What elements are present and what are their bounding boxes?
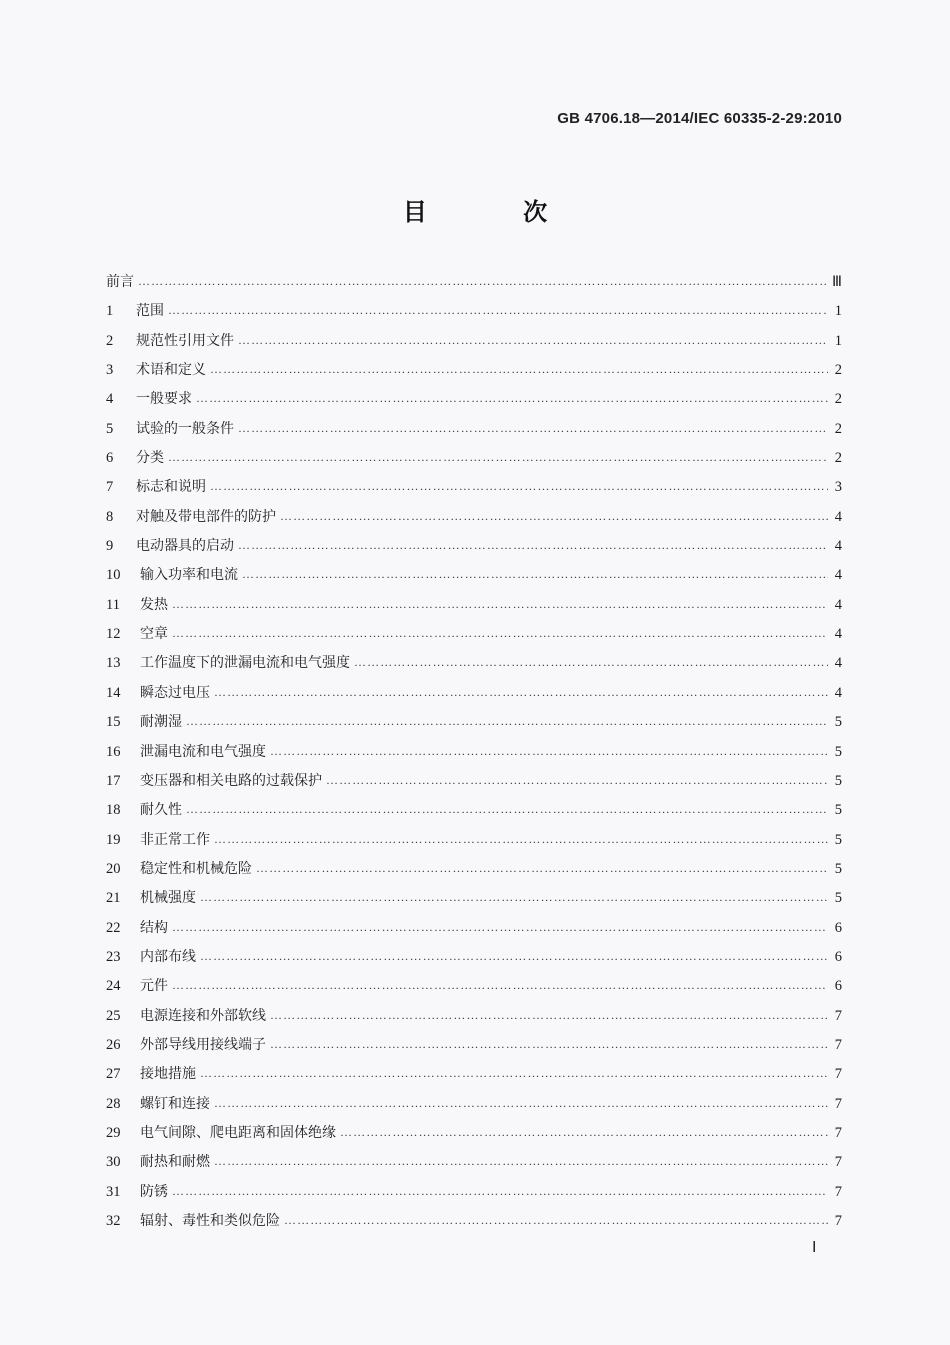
- toc-entry-label: 耐热和耐燃: [140, 1154, 210, 1171]
- toc-entry-number: 24: [106, 978, 121, 995]
- toc-entry-number: 19: [106, 831, 121, 848]
- toc-entry-number: 25: [106, 1007, 121, 1024]
- toc-dot-leader: [210, 355, 828, 384]
- toc-entry: [106, 943, 842, 972]
- toc-entry: [106, 649, 842, 678]
- toc-entry-number: 21: [106, 890, 121, 907]
- toc-entry-page: 7: [834, 1095, 842, 1112]
- toc-entry-page: 7: [834, 1154, 842, 1171]
- toc-dot-leader: [214, 1089, 828, 1118]
- toc-entry: [106, 767, 842, 796]
- toc-dot-leader: [172, 913, 828, 942]
- toc-entry-page: 2: [834, 450, 842, 467]
- toc-dot-leader: [210, 472, 828, 501]
- toc-entry-page: 7: [834, 1183, 842, 1200]
- toc-entry-page: 6: [834, 919, 842, 936]
- toc-entry-number: 27: [106, 1066, 121, 1083]
- toc-dot-leader: [168, 443, 828, 472]
- toc-entry: [106, 591, 842, 620]
- toc-entry-page: 4: [834, 684, 842, 701]
- toc-entry-label: 外部导线用接线端子: [140, 1036, 266, 1053]
- toc-dot-leader: [256, 854, 828, 883]
- toc-entry: [106, 561, 842, 590]
- toc-dot-leader: [270, 737, 828, 766]
- toc-entry-page: Ⅲ: [832, 274, 842, 290]
- toc-entry-label: 电动器具的启动: [136, 538, 234, 555]
- toc-dot-leader: [340, 1118, 828, 1147]
- page-title: 目 次: [402, 198, 592, 226]
- toc-entry-page: 4: [834, 538, 842, 555]
- toc-entry: [106, 826, 842, 855]
- toc-entry-page: 5: [834, 802, 842, 819]
- toc-dot-leader: [214, 825, 828, 854]
- toc-entry-label: 前言: [106, 274, 134, 290]
- toc-entry: [106, 1207, 842, 1236]
- toc-entry: [106, 444, 842, 473]
- toc-dot-leader: [214, 678, 828, 707]
- toc-entry-number: 12: [106, 626, 121, 643]
- table-of-contents: [106, 268, 842, 1236]
- toc-entry-page: 7: [834, 1066, 842, 1083]
- toc-entry-page: 4: [834, 655, 842, 672]
- toc-entry-label: 元件: [140, 978, 168, 995]
- toc-entry-page: 4: [834, 567, 842, 584]
- toc-dot-leader: [270, 1001, 828, 1030]
- toc-entry-label: 螺钉和连接: [140, 1095, 210, 1112]
- toc-entry-page: 4: [834, 596, 842, 613]
- toc-entry-number: 10: [106, 567, 121, 584]
- toc-entry: [106, 1119, 842, 1148]
- toc-entry-number: 22: [106, 919, 121, 936]
- toc-entry-number: 14: [106, 684, 121, 701]
- toc-entry: [106, 796, 842, 825]
- toc-dot-leader: [172, 590, 828, 619]
- toc-entry-label: 规范性引用文件: [136, 332, 234, 349]
- toc-entry-label: 内部布线: [140, 948, 196, 965]
- toc-dot-leader: [238, 531, 828, 560]
- toc-entry-number: 28: [106, 1095, 121, 1112]
- toc-entry-page: 2: [834, 391, 842, 408]
- toc-entry-label: 试验的一般条件: [136, 420, 234, 437]
- toc-entry-page: 4: [834, 508, 842, 525]
- toc-entry: [106, 385, 842, 414]
- toc-dot-leader: [242, 560, 828, 589]
- toc-dot-leader: [200, 1059, 828, 1088]
- toc-entry: [106, 327, 842, 356]
- toc-entry: [106, 1060, 842, 1089]
- toc-entry: [106, 1090, 842, 1119]
- toc-entry: [106, 503, 842, 532]
- toc-entry-label: 辐射、毒性和类似危险: [140, 1213, 280, 1229]
- toc-entry-label: 电气间隙、爬电距离和固体绝缘: [140, 1124, 336, 1141]
- toc-entry-number: 23: [106, 948, 121, 965]
- toc-entry-page: 5: [834, 714, 842, 731]
- toc-entry-label: 一般要求: [136, 391, 192, 408]
- toc-entry-number: 18: [106, 802, 121, 819]
- toc-entry: [106, 884, 842, 913]
- toc-entry-page: 6: [834, 978, 842, 995]
- toc-entry-label: 变压器和相关电路的过载保护: [140, 772, 322, 789]
- toc-dot-leader: [138, 267, 828, 296]
- toc-entry-number: 7: [106, 479, 114, 496]
- toc-entry-page: 5: [834, 772, 842, 789]
- standard-code: GB 4706.18—2014/IEC 60335-2-29:2010: [557, 110, 842, 127]
- toc-entry-number: 2: [106, 332, 114, 349]
- toc-entry-number: 17: [106, 772, 121, 789]
- toc-entry-number: 4: [106, 391, 114, 408]
- toc-entry-number: 11: [106, 596, 120, 613]
- toc-entry-number: 1: [106, 303, 114, 320]
- toc-dot-leader: [186, 707, 828, 736]
- toc-entry: [106, 972, 842, 1001]
- toc-entry-label: 耐久性: [140, 802, 182, 819]
- toc-entry-page: 5: [834, 743, 842, 760]
- toc-entry-label: 泄漏电流和电气强度: [140, 743, 266, 760]
- toc-entry-label: 分类: [136, 450, 164, 467]
- toc-entry: [106, 708, 842, 737]
- toc-entry-number: 26: [106, 1036, 121, 1053]
- toc-entry-number: 31: [106, 1183, 121, 1200]
- toc-dot-leader: [238, 414, 828, 443]
- toc-dot-leader: [168, 296, 828, 325]
- toc-dot-leader: [172, 619, 828, 648]
- toc-entry-page: 5: [834, 831, 842, 848]
- toc-entry-number: 29: [106, 1124, 121, 1141]
- toc-entry-page: 5: [834, 890, 842, 907]
- toc-entry: [106, 1148, 842, 1177]
- toc-entry-number: 32: [106, 1213, 121, 1229]
- toc-dot-leader: [172, 1177, 828, 1206]
- toc-entry-page: 1: [834, 303, 842, 320]
- toc-entry-label: 工作温度下的泄漏电流和电气强度: [140, 655, 350, 672]
- toc-entry: [106, 1031, 842, 1060]
- toc-entry-page: 7: [834, 1036, 842, 1053]
- toc-entry: [106, 679, 842, 708]
- toc-dot-leader: [196, 384, 828, 413]
- toc-entry-label: 电源连接和外部软线: [140, 1007, 266, 1024]
- toc-dot-leader: [238, 326, 828, 355]
- toc-entry-label: 标志和说明: [136, 479, 206, 496]
- toc-entry-label: 机械强度: [140, 890, 196, 907]
- toc-dot-leader: [200, 883, 828, 912]
- toc-entry: [106, 1002, 842, 1031]
- toc-entry: [106, 1178, 842, 1207]
- toc-entry-label: 结构: [140, 919, 168, 936]
- toc-entry-page: 2: [834, 420, 842, 437]
- toc-dot-leader: [270, 1030, 828, 1059]
- toc-entry: [106, 473, 842, 502]
- toc-entry: [106, 268, 842, 297]
- toc-entry-number: 13: [106, 655, 121, 672]
- toc-entry-label: 对触及带电部件的防护: [136, 508, 276, 525]
- toc-entry-label: 术语和定义: [136, 362, 206, 379]
- toc-entry: [106, 855, 842, 884]
- toc-entry: [106, 297, 842, 326]
- toc-entry-number: 9: [106, 538, 114, 555]
- toc-entry-label: 空章: [140, 626, 168, 643]
- toc-entry: [106, 620, 842, 649]
- toc-dot-leader: [172, 971, 828, 1000]
- toc-dot-leader: [326, 766, 828, 795]
- toc-entry-page: 7: [834, 1007, 842, 1024]
- toc-entry-number: 8: [106, 508, 114, 525]
- toc-entry-number: 30: [106, 1154, 121, 1171]
- toc-entry-label: 接地措施: [140, 1066, 196, 1083]
- toc-entry-page: 4: [834, 626, 842, 643]
- toc-entry-number: 6: [106, 450, 114, 467]
- toc-entry: [106, 415, 842, 444]
- toc-entry-number: 5: [106, 420, 114, 437]
- toc-entry: [106, 532, 842, 561]
- toc-dot-leader: [354, 648, 828, 677]
- toc-entry-page: 6: [834, 948, 842, 965]
- toc-dot-leader: [186, 795, 828, 824]
- toc-entry-page: 1: [834, 332, 842, 349]
- toc-entry-number: 15: [106, 714, 121, 731]
- toc-entry-number: 16: [106, 743, 121, 760]
- toc-entry-label: 范围: [136, 303, 164, 320]
- toc-entry-number: 3: [106, 362, 114, 379]
- toc-entry-number: 20: [106, 860, 121, 877]
- toc-entry: [106, 356, 842, 385]
- page-number: Ⅰ: [812, 1240, 817, 1256]
- toc-entry: [106, 738, 842, 767]
- toc-entry-label: 稳定性和机械危险: [140, 860, 252, 877]
- toc-entry-page: 7: [834, 1213, 842, 1229]
- toc-dot-leader: [214, 1147, 828, 1176]
- toc-entry-label: 瞬态过电压: [140, 684, 210, 701]
- toc-dot-leader: [200, 942, 828, 971]
- toc-entry-page: 5: [834, 860, 842, 877]
- toc-entry: [106, 914, 842, 943]
- toc-dot-leader: [280, 502, 828, 531]
- toc-entry-label: 输入功率和电流: [140, 567, 238, 584]
- toc-entry-label: 发热: [140, 596, 168, 613]
- toc-entry-page: 2: [834, 362, 842, 379]
- toc-entry-label: 非正常工作: [140, 831, 210, 848]
- toc-dot-leader: [284, 1206, 828, 1235]
- toc-entry-label: 防锈: [140, 1183, 168, 1200]
- toc-entry-label: 耐潮湿: [140, 714, 182, 731]
- toc-entry-page: 7: [834, 1124, 842, 1141]
- toc-entry-page: 3: [834, 479, 842, 496]
